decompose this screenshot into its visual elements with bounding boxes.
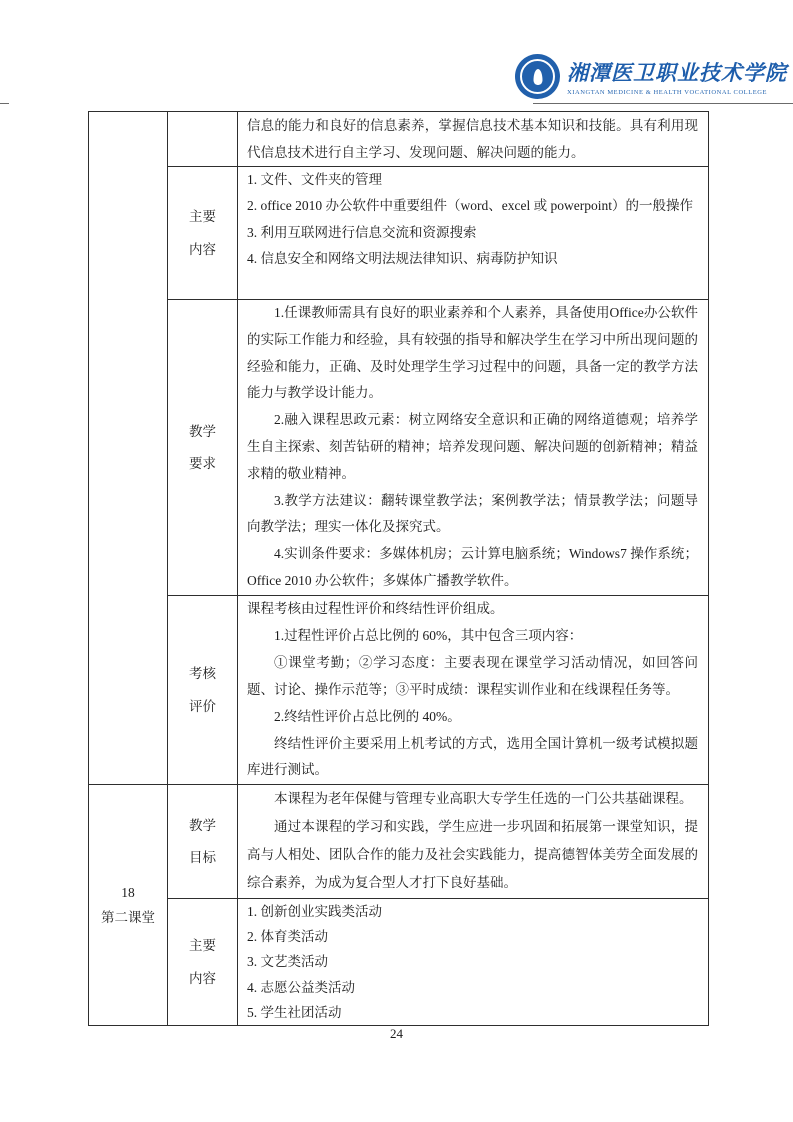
row-label-cell-empty (168, 112, 238, 167)
row-label-main-content-2 (168, 899, 238, 1026)
label-line: 主要 (189, 938, 216, 953)
teaching-goals-cell (238, 785, 709, 899)
label-line: 内容 (189, 241, 216, 257)
goal-paragraph: 本课程为老年保健与管理专业高职大专学生任选的一门公共基础课程。 (274, 791, 693, 806)
table-row-main-content-17 (89, 167, 709, 300)
main-content-cell-2 (238, 899, 709, 1026)
table-row-main-content-18 (89, 899, 709, 1026)
list-item: 1. 文件、文件夹的管理 (247, 172, 382, 187)
row-label-main-content (168, 167, 238, 300)
assessment-paragraph: 课程考核由过程性评价和终结性评价组成。 (247, 601, 504, 616)
assessment-paragraph: 2.终结性评价占总比例的 40%。 (274, 708, 461, 724)
emblem-torch-icon (533, 69, 542, 85)
requirement-paragraph: 2.融入课程思政元素：树立网络安全意识和正确的网络道德观；培养学生自主探索、刻苦钻研的精神；培养发现问题、解决问题的创新精神；精益求精的敬业精神。 (247, 412, 698, 481)
list-item: 2. office 2010 办公软件中重要组件（word、excel 或 powerpoint）的一般操作 (247, 198, 693, 214)
assessment-paragraph: ①课堂考勤；②学习态度：主要表现在课堂学习活动情况，如回答问题、讨论、操作示范等；③平时成绩：课程实训作业和在线课程任务等。 (247, 654, 698, 697)
main-content-cell (238, 167, 709, 300)
table-row-assessment (89, 596, 709, 785)
label-line: 教学 (189, 817, 216, 833)
requirement-paragraph: 3.教学方法建议：翻转课堂教学法；案例教学法；情景教学法；问题导向教学法；理实一体化及探究式。 (247, 492, 698, 535)
label-line: 要求 (189, 456, 216, 471)
row-label-teaching-requirements (168, 300, 238, 596)
carryover-paragraph: 信息的能力和良好的信息素养，掌握信息技术基本知识和技能。具有利用现代信息技术进行自主学习、发现问题、解决问题的能力。 (247, 118, 698, 160)
row-title-second-classroom: 第二课堂 (101, 909, 155, 925)
list-item: 3. 利用互联网进行信息交流和资源搜索 (247, 224, 477, 240)
page-number: 24 (390, 1026, 403, 1041)
college-name-zh: 湘潭医卫职业技术学院 (567, 61, 787, 85)
label-line: 目标 (189, 850, 216, 865)
syllabus-table (88, 111, 709, 1026)
row-number: 18 (121, 885, 135, 900)
college-logo (515, 54, 787, 99)
goal-paragraph: 通过本课程的学习和实践，学生应进一步巩固和拓展第一课堂知识，提高与人相处、团队合作的能力及社会实践能力，提高德智体美劳全面发展的综合素养，为成为复合型人才打下良好基础。 (247, 819, 698, 890)
list-item: 1. 创新创业实践类活动 (247, 904, 382, 919)
row-number-cell-empty (89, 112, 168, 785)
label-line: 教学 (189, 423, 216, 439)
row-label-teaching-goals (168, 785, 238, 899)
table-row-teaching-goals (89, 785, 709, 899)
list-item: 2. 体育类活动 (247, 929, 328, 945)
table-row-carryover (89, 112, 709, 167)
header-rule (533, 103, 793, 104)
college-name-block (567, 57, 787, 96)
row-number-cell-18 (89, 785, 168, 1026)
label-line: 考核 (189, 666, 216, 681)
list-item: 4. 志愿公益类活动 (247, 979, 355, 995)
label-line: 内容 (189, 970, 216, 986)
college-name-en: XIANGTAN MEDICINE & HEALTH VOCATIONAL COLLEGE (567, 89, 768, 96)
teaching-requirements-cell (238, 300, 709, 596)
assessment-paragraph: 终结性评价主要采用上机考试的方式，选用全国计算机一级考试模拟题库进行测试。 (247, 735, 698, 778)
requirement-paragraph: 1.任课教师需具有良好的职业素养和个人素养，具备使用Office办公软件的实际工作能力和经验，具有较强的指导和解决学生在学习中所出现问题的经验和能力，正确、及时处理学生学习过程中的问题，具备一定的教学方法能力与教学设计能力。 (247, 305, 698, 401)
label-line: 主要 (189, 209, 216, 224)
list-item: 3. 文艺类活动 (247, 954, 328, 970)
header-rule-tick (0, 103, 9, 104)
list-item: 4. 信息安全和网络文明法规法律知识、病毒防护知识 (247, 251, 558, 267)
list-item: 5. 学生社团活动 (247, 1004, 342, 1020)
requirement-paragraph: 4.实训条件要求：多媒体机房；云计算电脑系统；Windows7 操作系统；Office 2010 办公软件；多媒体广播教学软件。 (247, 546, 698, 588)
assessment-cell (238, 596, 709, 785)
assessment-paragraph: 1.过程性评价占总比例的 60%，其中包含三项内容： (274, 627, 583, 643)
row-label-assessment (168, 596, 238, 785)
college-emblem-icon (515, 54, 560, 99)
table-row-teaching-requirements (89, 300, 709, 596)
carryover-text-cell (238, 112, 709, 167)
label-line: 评价 (189, 698, 216, 714)
